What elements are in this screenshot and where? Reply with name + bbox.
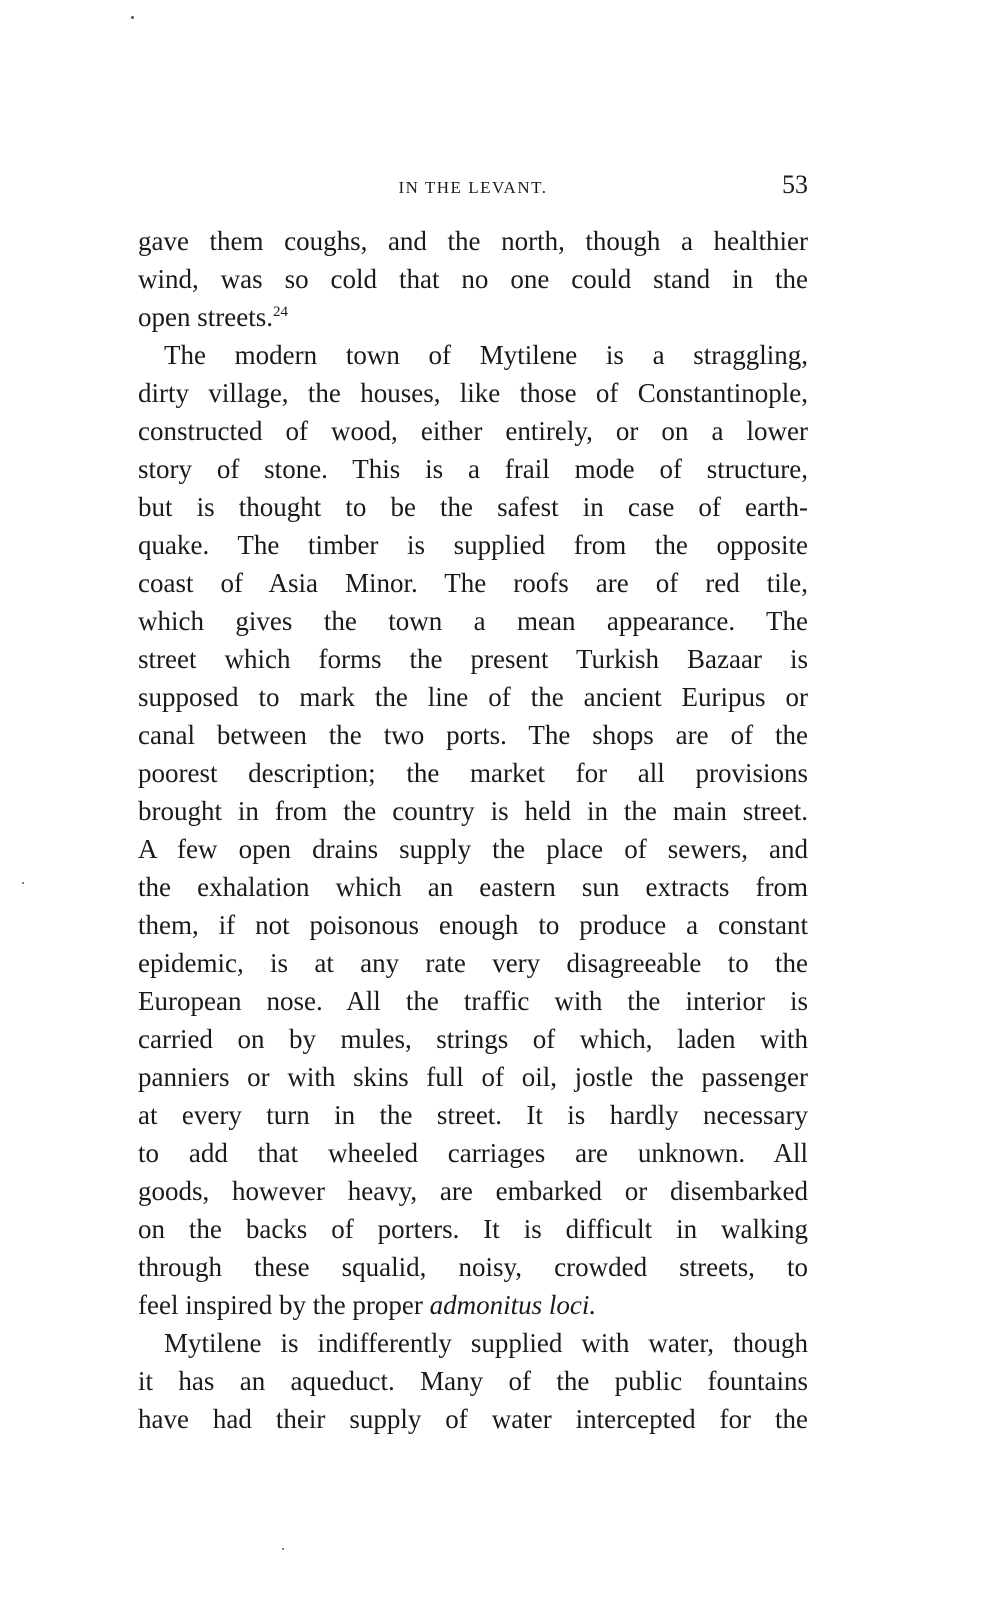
- italic-phrase: admonitus loci.: [429, 1290, 597, 1320]
- text-line: but is thought to be the safest in case of earth-: [138, 492, 808, 522]
- text-line: street which forms the present Turkish Bazaar is: [138, 644, 808, 674]
- text-line: canal between the two ports. The shops are of the: [138, 720, 808, 750]
- text-line: [138, 1286, 808, 1324]
- text-line: the exhalation which an eastern sun extracts from: [138, 872, 808, 902]
- text-line: epidemic, is at any rate very disagreeable to the: [138, 948, 808, 978]
- text-line: which gives the town a mean appearance. The: [138, 606, 808, 636]
- text-line: it has an aqueduct. Many of the public fountains: [138, 1366, 808, 1396]
- text-line: constructed of wood, either entirely, or on a lower: [138, 416, 808, 446]
- text-line: wind, was so cold that no one could stand in the: [138, 264, 808, 294]
- text-line: carried on by mules, strings of which, laden with: [138, 1024, 808, 1054]
- text-line: quake. The timber is supplied from the opposite: [138, 530, 808, 560]
- text-line: story of stone. This is a frail mode of structure,: [138, 454, 808, 484]
- text-line: coast of Asia Minor. The roofs are of red tile,: [138, 568, 808, 598]
- text-line: goods, however heavy, are embarked or disembarked: [138, 1176, 808, 1206]
- body-text: [138, 222, 808, 1438]
- footnote-reference: 24: [272, 304, 288, 320]
- text-line: supposed to mark the line of the ancient Euripus or: [138, 682, 808, 712]
- running-head: [138, 170, 808, 210]
- paragraph-first-line: Mytilene is indifferently supplied with water, though: [164, 1328, 808, 1358]
- text-line: European nose. All the traffic with the interior is: [138, 986, 808, 1016]
- text-line-content: feel inspired by the proper: [138, 1290, 430, 1320]
- text-line: brought in from the country is held in the main street.: [138, 796, 808, 826]
- text-line: dirty village, the houses, like those of Constantinople,: [138, 378, 808, 408]
- text-line: gave them coughs, and the north, though a healthier: [138, 226, 808, 256]
- paper-speck: [131, 16, 134, 19]
- text-line: [138, 298, 808, 336]
- page-number: 53: [782, 170, 808, 199]
- running-title: IN THE LEVANT.: [398, 178, 548, 197]
- text-line: panniers or with skins full of oil, jostle the passenger: [138, 1062, 808, 1092]
- text-line: to add that wheeled carriages are unknown. All: [138, 1138, 808, 1168]
- text-line: have had their supply of water intercepted for the: [138, 1404, 808, 1434]
- paper-speck: [22, 882, 24, 884]
- text-line: A few open drains supply the place of sewers, and: [138, 834, 808, 864]
- text-line: them, if not poisonous enough to produce a constant: [138, 910, 808, 940]
- text-line-content: open streets.: [138, 302, 273, 332]
- text-line: poorest description; the market for all provisions: [138, 758, 808, 788]
- paragraph-first-line: The modern town of Mytilene is a straggling,: [164, 340, 808, 370]
- text-line: through these squalid, noisy, crowded streets, to: [138, 1252, 808, 1282]
- text-line: on the backs of porters. It is difficult in walking: [138, 1214, 808, 1244]
- text-line: at every turn in the street. It is hardly necessary: [138, 1100, 808, 1130]
- paper-speck: [282, 1548, 284, 1550]
